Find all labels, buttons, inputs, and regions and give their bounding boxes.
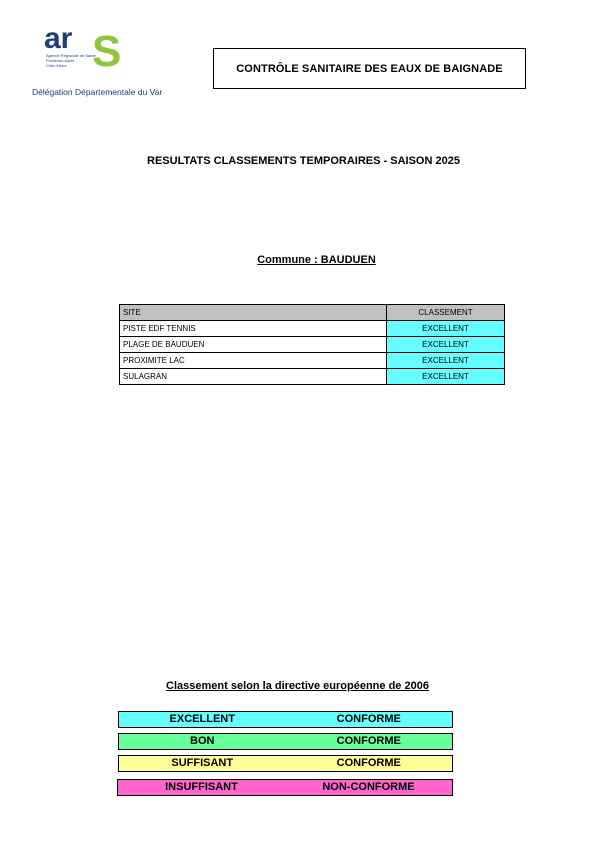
svg-text:ar: ar xyxy=(44,24,73,55)
site-name-cell: PISTE EDF TENNIS xyxy=(120,321,387,337)
svg-text:Provence-Alpes: Provence-Alpes xyxy=(46,58,75,63)
legend-title: Classement selon la directive européenne de 2006 xyxy=(166,680,429,692)
site-name-cell: PLAGE DE BAUDUEN xyxy=(120,337,387,353)
svg-text:S: S xyxy=(92,27,122,74)
table-row xyxy=(120,369,505,385)
commune-title: Commune : BAUDUEN xyxy=(257,254,376,266)
legend-label: BON xyxy=(190,735,215,747)
delegation-caption: Délégation Départementale du Var xyxy=(32,87,163,97)
svg-text:Côte d'Azur: Côte d'Azur xyxy=(46,63,67,68)
document-title: CONTRÔLE SANITAIRE DES EAUX DE BAIGNADE xyxy=(236,62,503,75)
legend-row xyxy=(117,779,453,796)
table-row xyxy=(120,321,505,337)
table-header-row xyxy=(120,305,505,321)
legend-row xyxy=(118,711,453,728)
document-title-box xyxy=(213,48,526,89)
legend-label: EXCELLENT xyxy=(169,713,235,725)
legend-label: SUFFISANT xyxy=(171,757,234,769)
table-row xyxy=(120,353,505,369)
classement-cell: EXCELLENT xyxy=(387,321,505,337)
column-header-site: SITE xyxy=(120,305,387,321)
site-name-cell: SULAGRAN xyxy=(120,369,387,385)
legend-status: CONFORME xyxy=(336,735,401,747)
legend-row xyxy=(118,733,453,750)
table-row xyxy=(120,337,505,353)
classement-cell: EXCELLENT xyxy=(387,353,505,369)
ars-logo xyxy=(44,24,140,74)
column-header-classement: CLASSEMENT xyxy=(387,305,505,321)
legend-status: CONFORME xyxy=(336,757,401,769)
svg-text:Agence Régionale de Santé: Agence Régionale de Santé xyxy=(46,53,96,58)
legend-label: INSUFFISANT xyxy=(165,781,238,793)
legend-status: CONFORME xyxy=(336,713,401,725)
legend-status: NON-CONFORME xyxy=(322,781,415,793)
site-name-cell: PROXIMITE LAC xyxy=(120,353,387,369)
classement-cell: EXCELLENT xyxy=(387,369,505,385)
legend-row xyxy=(118,755,453,772)
classement-cell: EXCELLENT xyxy=(387,337,505,353)
sites-table xyxy=(119,304,505,385)
results-title: RESULTATS CLASSEMENTS TEMPORAIRES - SAISON 2025 xyxy=(147,155,460,167)
